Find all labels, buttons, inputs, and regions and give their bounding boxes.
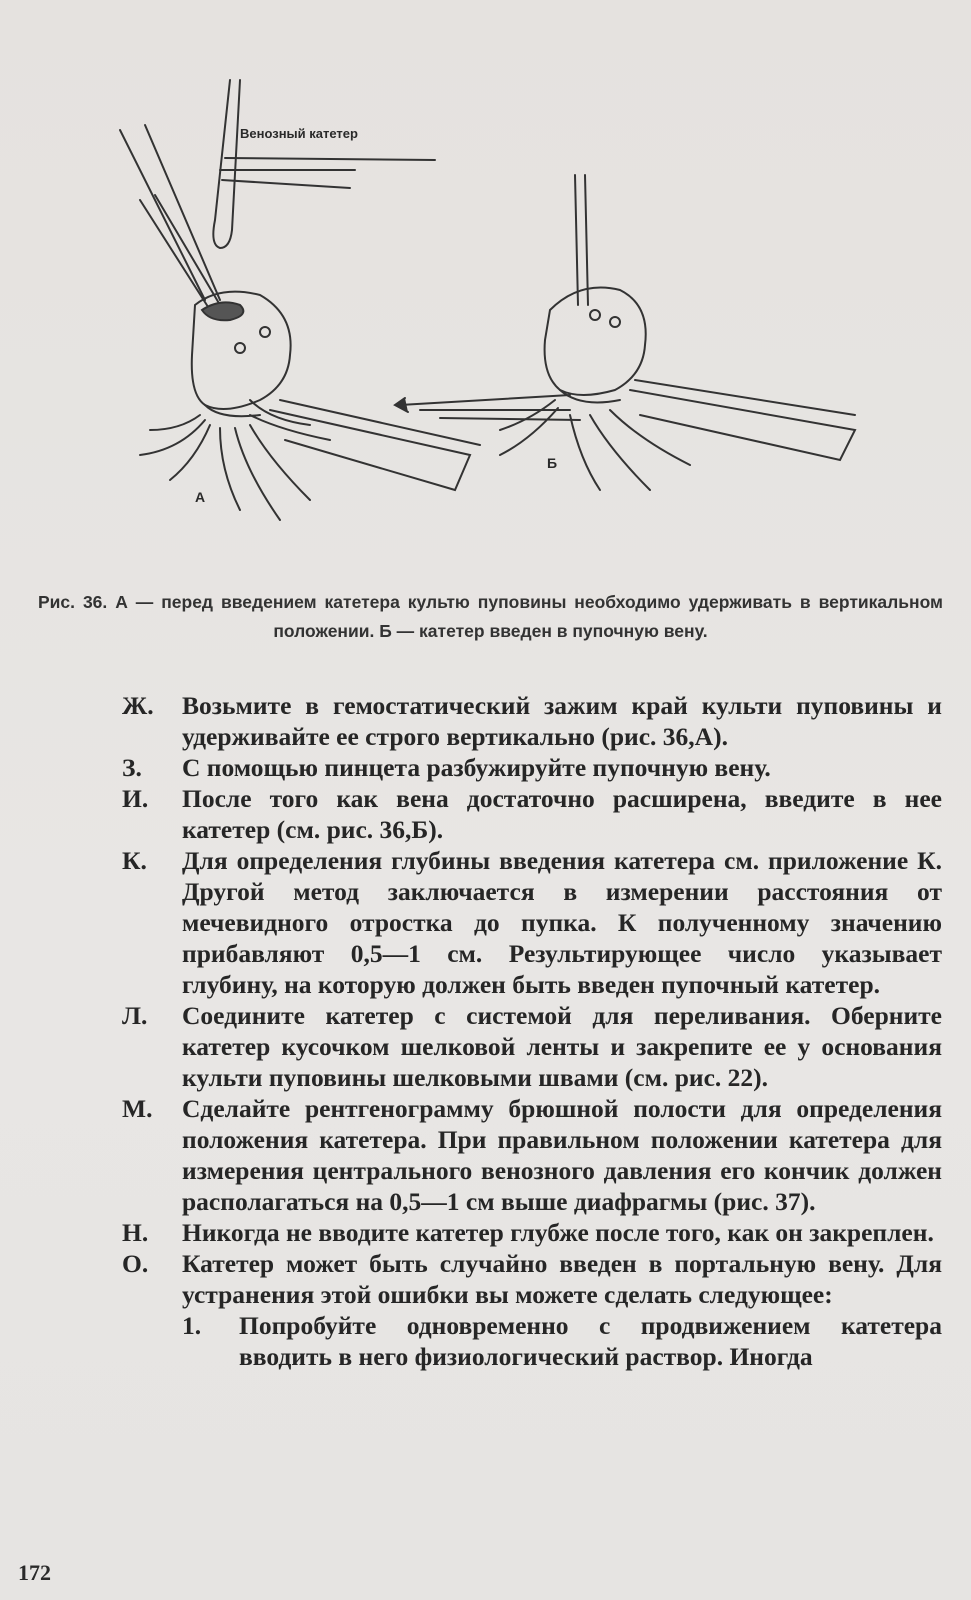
list-item (122, 1248, 942, 1310)
silk-tape-a (270, 410, 470, 490)
item-letter: К. (122, 846, 147, 875)
sub-item-text: Попробуйте одновременно с продвижением катетера вводить в него физиологический раствор. Иногда (239, 1311, 942, 1371)
figure-caption: Рис. 36. А — перед введением катетера культю пуповины необходимо удерживать в вертикальном положении. Б — катетер введен в пупочную вену. (38, 592, 943, 641)
figure-label-a: А (195, 489, 206, 505)
item-letter: Н. (122, 1218, 149, 1247)
item-letter: М. (122, 1094, 153, 1123)
item-text: Для определения глубины введения катетера см. приложение К. Другой метод заключается в измерении расстояния от мечевидного отростка до пупка. К полученному значению прибавляют 0,5—1 см. Результирующее число указывает глубину, на которую должен быть введен пупочный катетер. (182, 846, 942, 999)
page-number: 172 (18, 1560, 51, 1585)
direction-arrow (400, 395, 570, 405)
item-letter: И. (122, 784, 149, 813)
catheter-b (575, 175, 578, 305)
item-text: Катетер может быть случайно введен в портальную вену. Для устранения этой ошибки вы можете сделать следующее: (182, 1249, 942, 1309)
list-item (122, 752, 942, 783)
sub-item-number: 1. (182, 1311, 202, 1340)
umbilical-catheter-illustration (110, 70, 890, 560)
instruction-list (122, 690, 942, 1372)
item-text: После того как вена достаточно расширена, введите в нее катетер (см. рис. 36,Б). (182, 784, 942, 844)
cord-stump-b (545, 288, 646, 396)
item-text: Никогда не вводите катетер глубже после того, как он закреплен. (182, 1218, 934, 1247)
catheter-label: Венозный катетер (240, 126, 358, 141)
catheter-label-line (225, 158, 435, 160)
catheter-inset-tube (213, 80, 240, 248)
list-item (122, 1217, 942, 1248)
silk-tape-b (630, 390, 855, 460)
item-text: Возьмите в гемостатический зажим край культи пуповины и удерживайте ее строго вертикально (рис. 36,А). (182, 691, 942, 751)
item-text: С помощью пинцета разбужируйте пупочную вену. (182, 753, 771, 782)
item-letter: О. (122, 1249, 149, 1278)
item-text: Сделайте рентгенограмму брюшной полости для определения положения катетера. При правильном положении катетера для измерения центрального венозного давления его кончик должен располагаться на 0,5—1 см выше диафрагмы (рис. 37). (182, 1094, 942, 1216)
figure-label-b: Б (547, 455, 558, 471)
item-letter: З. (122, 753, 142, 782)
list-item (122, 1093, 942, 1217)
item-text: Соедините катетер с системой для переливания. Оберните катетер кусочком шелковой ленты и закрепите ее у основания культи пуповины шелковыми швами (см. рис. 22). (182, 1001, 942, 1092)
sub-list-item (182, 1310, 942, 1372)
item-letter: Ж. (122, 691, 154, 720)
list-item (122, 690, 942, 752)
list-item (122, 1000, 942, 1093)
figure-svg (110, 70, 890, 560)
item-letter: Л. (122, 1001, 148, 1030)
list-item (122, 845, 942, 1000)
list-item (122, 783, 942, 845)
forceps-a (120, 130, 205, 300)
